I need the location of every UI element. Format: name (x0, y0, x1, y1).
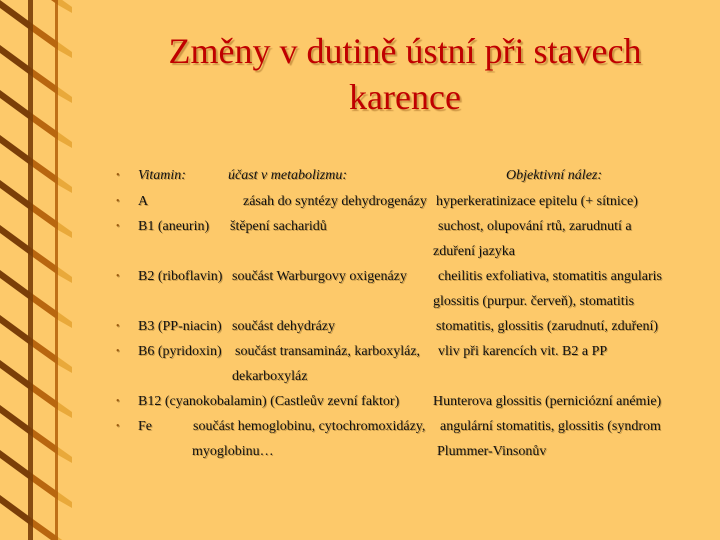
row-vitamin: B12 (cyanokobalamin) (Castleův zevní faktor) (138, 394, 400, 409)
row-vitamin: B2 (riboflavin) (138, 269, 223, 284)
title-line-1: Změny v dutině ústní při stavech (168, 31, 642, 71)
table-row-continuation (0, 290, 720, 314)
row-vitamin: A (138, 194, 149, 209)
row-role: součást dehydrázy (232, 319, 336, 334)
table-header (0, 164, 720, 188)
row-role: součást hemoglobinu, cytochromoxidázy, (193, 419, 426, 434)
table-row (0, 265, 720, 289)
bullet-icon: • (116, 196, 120, 207)
row-finding-cont: glossitis (purpur. červeň), stomatitis (433, 294, 635, 309)
bullet-icon: • (116, 271, 120, 282)
row-role: štěpení sacharidů (230, 219, 327, 234)
table-row (0, 415, 720, 439)
row-role: zásah do syntézy dehydrogenázy (243, 194, 427, 209)
row-vitamin: B3 (PP-niacin) (138, 319, 222, 334)
bullet-icon: • (116, 421, 120, 432)
row-finding: angulární stomatitis, glossitis (syndrom (440, 419, 661, 434)
row-vitamin: Fe (138, 419, 152, 434)
table-row (0, 390, 720, 414)
row-role: součást Warburgovy oxigenázy (232, 269, 407, 284)
title-line-2: karence (349, 77, 461, 117)
header-role: účast v metabolizmu: (228, 168, 347, 183)
table-row-continuation (0, 365, 720, 389)
header-vitamin: Vitamin: (138, 168, 186, 183)
row-finding: cheilitis exfoliativa, stomatitis angularis (438, 269, 662, 284)
row-finding-cont: zduření jazyka (433, 244, 516, 259)
row-finding: suchost, olupování rtů, zarudnutí a (438, 219, 632, 234)
table-row (0, 215, 720, 239)
slide-title (95, 28, 715, 120)
table-row (0, 340, 720, 364)
row-role: součást transamináz, karboxyláz, (235, 344, 421, 359)
bullet-icon: • (116, 321, 120, 332)
row-vitamin: B6 (pyridoxin) (138, 344, 222, 359)
table-row (0, 315, 720, 339)
row-finding: stomatitis, glossitis (zarudnutí, zduření) (436, 319, 659, 334)
table-row-continuation (0, 240, 720, 264)
row-role-cont: myoglobinu… (192, 444, 274, 459)
row-finding: hyperkeratinizace epitelu (+ sítnice) (436, 194, 638, 209)
table-row-continuation (0, 440, 720, 464)
bullet-icon: • (116, 221, 120, 232)
bullet-icon: • (116, 396, 120, 407)
table-row (0, 190, 720, 214)
row-finding: vliv při karencích vit. B2 a PP (438, 344, 608, 359)
bullet-icon: • (116, 346, 120, 357)
row-role-cont: dekarboxyláz (232, 369, 308, 384)
row-finding-cont: Plummer-Vinsonův (437, 444, 547, 459)
row-finding: Hunterova glossitis (perniciózní anémie) (433, 394, 662, 409)
row-vitamin: B1 (aneurin) (138, 219, 210, 234)
header-finding: Objektivní nález: (506, 168, 603, 183)
bullet-icon: • (116, 170, 120, 181)
